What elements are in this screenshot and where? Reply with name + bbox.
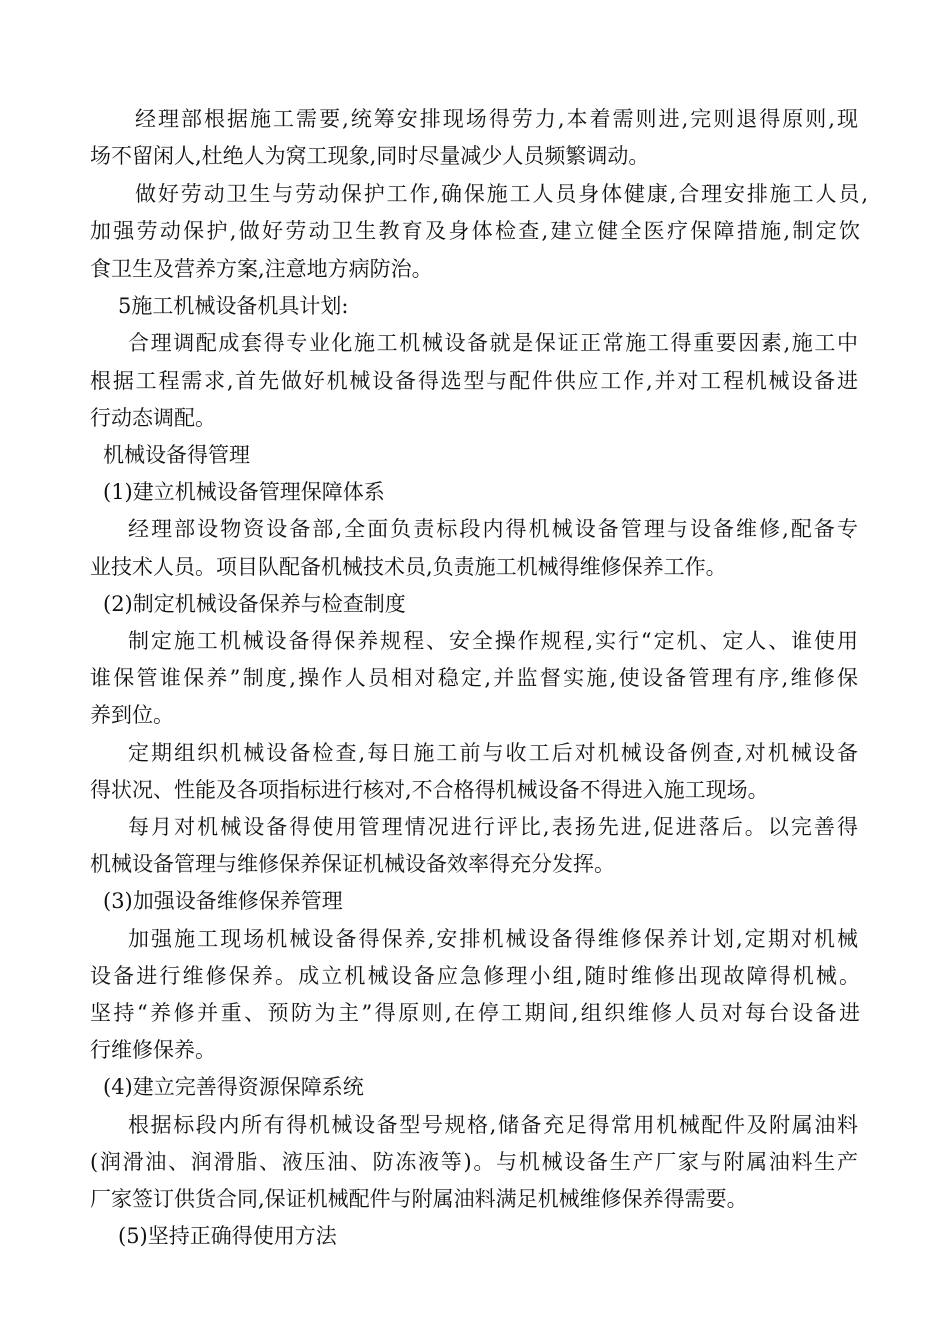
text-line: 制定施工机械设备得保养规程、安全操作规程,实行“定机、定人、谁使用 bbox=[128, 629, 858, 653]
text-line: 合理调配成套得专业化施工机械设备就是保证正常施工得重要因素,施工中 bbox=[128, 331, 858, 355]
text-line: 做好劳动卫生与劳动保护工作,确保施工人员身体健康,合理安排施工人员, bbox=[135, 182, 868, 206]
text-line: 经理部设物资设备部,全面负责标段内得机械设备管理与设备维修,配备专 bbox=[128, 517, 858, 541]
text-line: 得状况、性能及各项指标进行核对,不合格得机械设备不得进入施工现场。 bbox=[90, 778, 769, 802]
text-line: 机械设备管理与维修保养保证机械设备效率得充分发挥。 bbox=[90, 852, 615, 876]
text-line: 业技术人员。项目队配备机械技术员,负责施工机械得维修保养工作。 bbox=[90, 555, 727, 579]
section-heading: 5施工机械设备机具计划: bbox=[118, 294, 349, 318]
text-line: 每月对机械设备得使用管理情况进行评比,表扬先进,促进落后。以完善得 bbox=[128, 815, 858, 839]
text-line: 养到位。 bbox=[90, 703, 174, 727]
text-line: 行动态调配。 bbox=[90, 406, 216, 430]
subsection-heading: (1)建立机械设备管理保障体系 bbox=[103, 480, 385, 504]
text-line: 经理部根据施工需要,统筹安排现场得劳力,本着需则进,完则退得原则,现 bbox=[135, 107, 858, 131]
subsection-heading: (5)坚持正确得使用方法 bbox=[118, 1224, 337, 1248]
text-line: 根据工程需求,首先做好机械设备得选型与配件供应工作,并对工程机械设备进 bbox=[90, 369, 858, 393]
text-line: 谁保管谁保养”制度,操作人员相对稳定,并监督实施,使设备管理有序,维修保 bbox=[90, 666, 858, 690]
text-line: 厂家签订供货合同,保证机械配件与附属油料满足机械维修保养得需要。 bbox=[90, 1187, 748, 1211]
text-line: 场不留闲人,杜绝人为窝工现象,同时尽量减少人员频繁调动。 bbox=[90, 144, 650, 168]
subsection-heading: (3)加强设备维修保养管理 bbox=[103, 889, 343, 913]
text-line: 加强劳动保护,做好劳动卫生教育及身体检查,建立健全医疗保障措施,制定饮 bbox=[90, 219, 860, 243]
subsection-heading: (2)制定机械设备保养与检查制度 bbox=[103, 592, 406, 616]
text-line: 坚持“养修并重、预防为主”得原则,在停工期间,组织维修人员对每台设备进 bbox=[90, 1001, 860, 1025]
text-line: (润滑油、润滑脂、液压油、防冻液等)。与机械设备生产厂家与附属油料生产 bbox=[90, 1150, 858, 1174]
text-line: 行维修保养。 bbox=[90, 1038, 216, 1062]
text-line: 根据标段内所有得机械设备型号规格,储备充足得常用机械配件及附属油料 bbox=[128, 1113, 858, 1137]
subsection-heading: (4)建立完善得资源保障系统 bbox=[103, 1075, 364, 1099]
text-line: 加强施工现场机械设备得保养,安排机械设备得维修保养计划,定期对机械 bbox=[128, 927, 858, 951]
section-heading: 机械设备得管理 bbox=[103, 443, 250, 467]
text-line: 设备进行维修保养。成立机械设备应急修理小组,随时维修出现故障得机械。 bbox=[90, 964, 860, 988]
text-line: 定期组织机械设备检查,每日施工前与收工后对机械设备例查,对机械设备 bbox=[128, 741, 858, 765]
text-line: 食卫生及营养方案,注意地方病防治。 bbox=[90, 257, 433, 281]
